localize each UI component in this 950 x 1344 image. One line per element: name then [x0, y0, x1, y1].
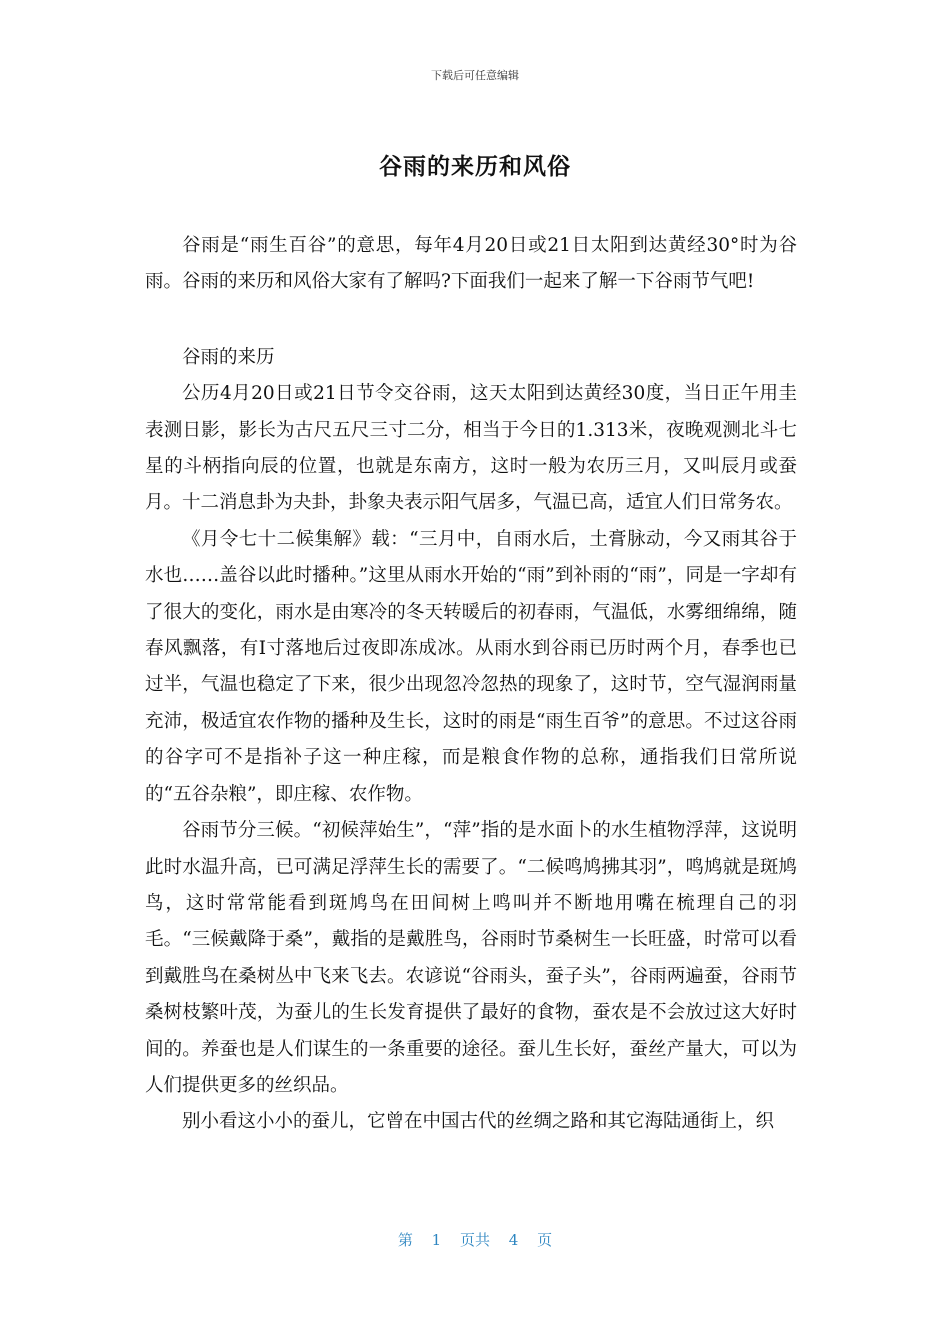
- body-paragraph-4: 别小看这小小的蚕儿，它曾在中国古代的丝绸之路和其它海陆通街上，织: [182, 1111, 775, 1133]
- footer-total-pages: 4: [508, 1231, 519, 1249]
- intro-paragraph: 谷雨是“雨生百谷”的意思，每年4月20日或21日太阳到达黄经30°时为谷雨。谷雨的来历和风俗大家有了解吗?下面我们一起来了解一下谷雨节气吧!: [145, 235, 797, 293]
- body-paragraph-1: 公历4月20日或21日节令交谷雨，这天太阳到达黄经30度，当日正午用圭表测日影，影长为古尺五尺三寸二分，相当于今日的1.313米，夜晚观测北斗七星的斗柄指向辰的位置，也就是东南方，这时一般为农历三月，又叫辰月或蚕月。十二消息卦为夬卦，卦象夬表示阳气居多，气温已高，适宜人们日常务农。: [145, 383, 797, 514]
- header-note: 下载后可任意编辑: [431, 69, 519, 82]
- footer-middle-text: 页共: [459, 1231, 490, 1249]
- footer-page-word: 第: [397, 1231, 413, 1249]
- page-footer: [0, 1229, 950, 1250]
- document-title: 谷雨的来历和风俗: [379, 154, 571, 180]
- footer-page-number: 1: [431, 1231, 442, 1249]
- document-body: [145, 228, 797, 1141]
- section-heading: 谷雨的来历: [182, 346, 275, 368]
- body-paragraph-2: 《月令七十二候集解》载：“三月中，自雨水后，土膏脉动，今又雨其谷于水也……盖谷以此时播种。”这里从雨水开始的“雨”到补雨的“雨”，同是一字却有了很大的变化，雨水是由寒冷的冬天转暖后的初春雨，气温低，水雾细绵绵，随春风飘落，有I寸落地后过夜即冻成冰。从雨水到谷雨已历时两个月，春季也已过半，气温也稳定了下来，很少出现忽冷忽热的现象了，这时节，空气湿润雨量充沛，极适宜农作物的播种及生长，这时的雨是“雨生百爷”的意思。不过这谷雨的谷字可不是指补子这一种庄稼，而是粮食作物的总称，通指我们日常所说的“五谷杂粮”，即庄稼、农作物。: [145, 528, 797, 805]
- body-paragraph-3: 谷雨节分三候。“初候萍始生”，“萍”指的是水面卜的水生植物浮萍，这说明此时水温升高，已可满足浮萍生长的需要了。“二候鸣鸠拂其羽”，鸣鸠就是斑鸠鸟，这时常常能看到斑鸠鸟在田间树上鸣叫并不断地用嘴在梳理自己的羽毛。“三候戴降于桑”，戴指的是戴胜鸟，谷雨时节桑树生一长旺盛，时常可以看到戴胜鸟在桑树丛中飞来飞去。农谚说“谷雨头，蚕子头”，谷雨两遍蚕，谷雨节桑树枝繁叶茂，为蚕儿的生长发育提供了最好的食物，蚕农是不会放过这大好时间的。养蚕也是人们谋生的一条重要的途径。蚕儿生长好，蚕丝产量大，可以为人们提供更多的丝织品。: [145, 820, 797, 1096]
- footer-end-text: 页: [537, 1231, 553, 1249]
